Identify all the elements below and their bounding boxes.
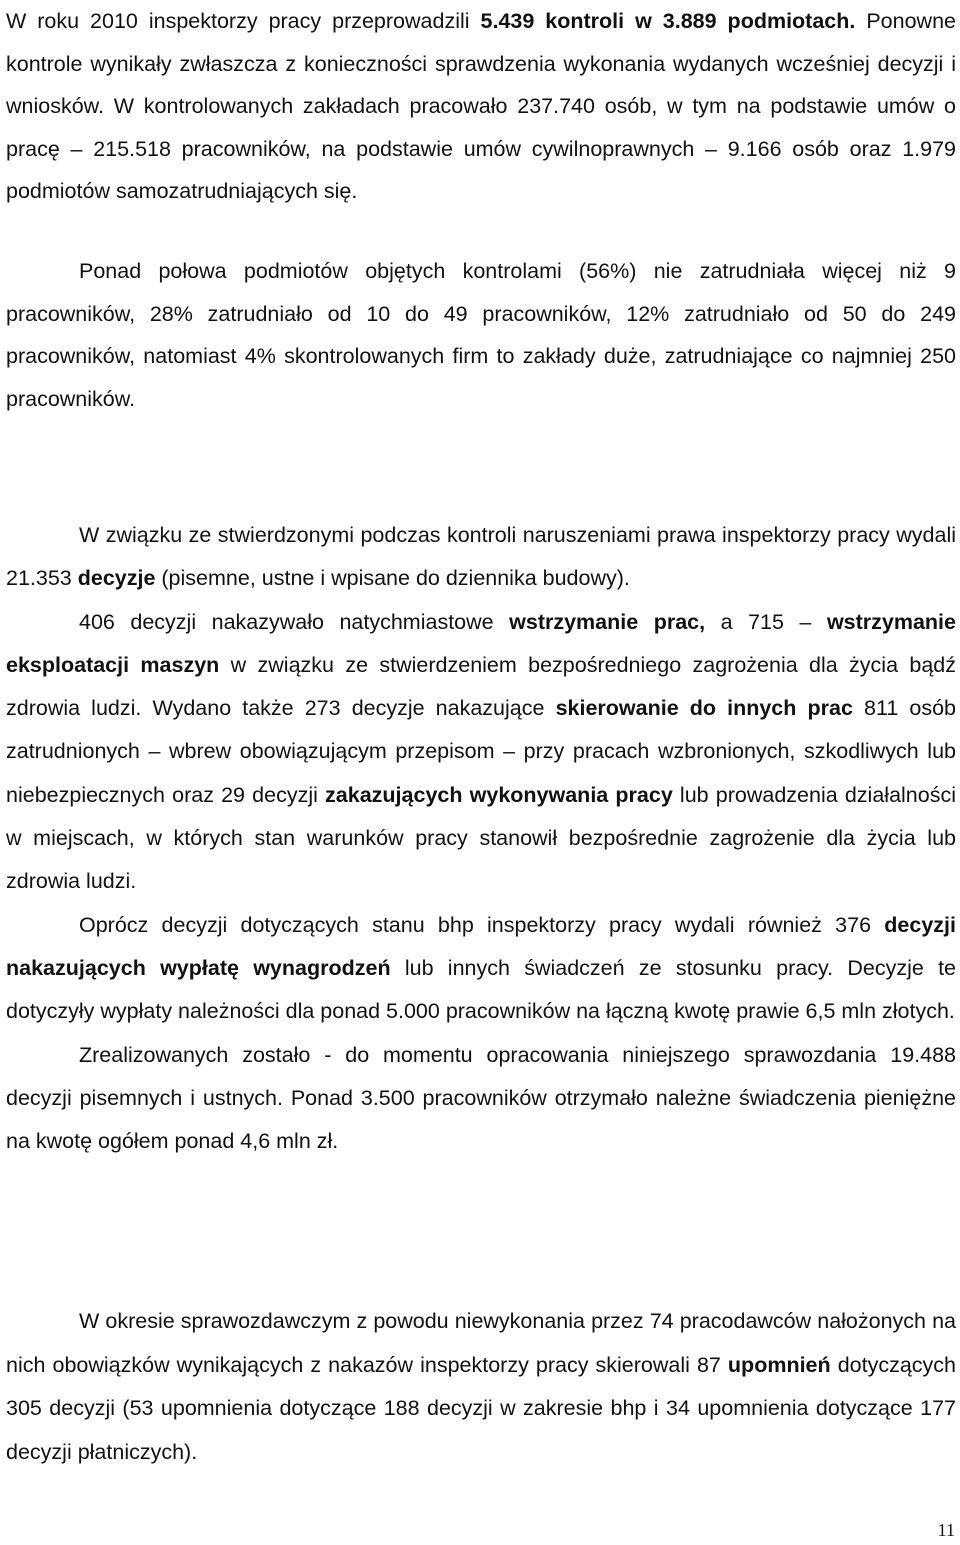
paragraph-decisions-total	[6, 514, 956, 601]
text-span: Zrealizowanych zostało - do momentu opracowania niniejszego sprawozdania 19.488 decyzji pisemnych i ustnych. Ponad 3.500 pracowników otrzymało należne świadczenia pieniężne na kwotę ogółem ponad 4,6 mln zł.	[6, 1042, 956, 1154]
text-span: 811 osób zatrudnionych – wbrew obowiązującym przepisom – przy pracach wzbronionych, szkodliwych lub niebezpiecznych oraz 29 decyzji	[6, 696, 956, 807]
text-span-bold: 5.439 kontroli w 3.889 podmiotach.	[480, 9, 856, 33]
text-span-bold: skierowanie do innych prac	[555, 696, 853, 721]
text-span: W związku ze stwierdzonymi podczas kontroli naruszeniami prawa inspektorzy pracy wydali 21.353	[6, 523, 956, 591]
page-number: 11	[937, 1520, 955, 1540]
text-span: (pisemne, ustne i wpisane do dziennika budowy).	[155, 566, 630, 591]
text-span: dotyczących 305 decyzji (53 upomnienia dotyczące 188 decyzji w zakresie bhp i 34 upomnienia dotyczące 177 decyzji płatniczych).	[6, 1352, 956, 1464]
paragraph-realized-decisions	[6, 1034, 956, 1164]
decisions-section	[6, 514, 956, 1163]
text-span-bold: wstrzymanie prac,	[509, 609, 706, 634]
text-span: a 715 –	[705, 609, 827, 634]
text-span: Ponowne kontrole wynikały zwłaszcza z konieczności sprawdzenia wykonania wydanych wcześniej decyzji i wniosków. W kontrolowanych zakładach pracowało 237.740 osób, w tym na podstawie umów o pracę – 215.518 pracowników, na podstawie umów cywilnoprawnych – 9.166 osób oraz 1.979 podmiotów samozatrudniających się.	[6, 9, 956, 203]
text-span: Oprócz decyzji dotyczących stanu bhp inspektorzy pracy wydali również 376	[79, 912, 885, 937]
paragraph-reminders	[6, 1300, 956, 1474]
paragraph-inspections-summary	[6, 0, 956, 213]
paragraph-stop-work-decisions	[6, 601, 956, 904]
text-span-bold: upomnień	[727, 1352, 831, 1377]
text-span: lub innych świadczeń ze stosunku pracy. Decyzje te dotyczyły wypłaty należności dla ponad 5.000 pracowników na łączną kwotę prawie 6,5 mln złotych.	[6, 955, 957, 1024]
paragraph-wage-decisions	[6, 904, 956, 1034]
text-span: Ponad połowa podmiotów objętych kontrolami (56%) nie zatrudniała więcej niż 9 pracowników, 28% zatrudniało od 10 do 49 pracowników, 12% zatrudniało od 50 do 249 pracowników, natomiast 4% skontrolowanych firm to zakłady duże, zatrudniające co najmniej 250 pracowników.	[6, 259, 956, 411]
text-span: W okresie sprawozdawczym z powodu niewykonania przez 74 pracodawców nałożonych na nich obowiązków wynikających z nakazów inspektorzy pracy skierowali 87	[6, 1309, 956, 1377]
text-span-bold: zakazujących wykonywania pracy	[325, 782, 673, 807]
text-span-bold: wstrzymanie eksploatacji maszyn	[6, 609, 956, 677]
text-span: lub prowadzenia działalności w miejscach, w których stan warunków pracy stanowił bezpośrednie zagrożenie dla życia lub zdrowia ludzi.	[6, 782, 956, 894]
paragraph-employer-size	[6, 250, 956, 420]
text-span: W roku 2010 inspektorzy pracy przeprowadzili	[6, 9, 481, 33]
text-span: w związku ze stwierdzeniem bezpośredniego zagrożenia dla życia bądź zdrowia ludzi. Wydano także 273 decyzje nakazujące	[6, 652, 957, 721]
text-span-bold: decyzji nakazujących wypłatę wynagrodzeń	[6, 912, 956, 980]
text-span: 406 decyzji nakazywało natychmiastowe	[79, 609, 510, 634]
text-span-bold: decyzje	[77, 566, 156, 591]
